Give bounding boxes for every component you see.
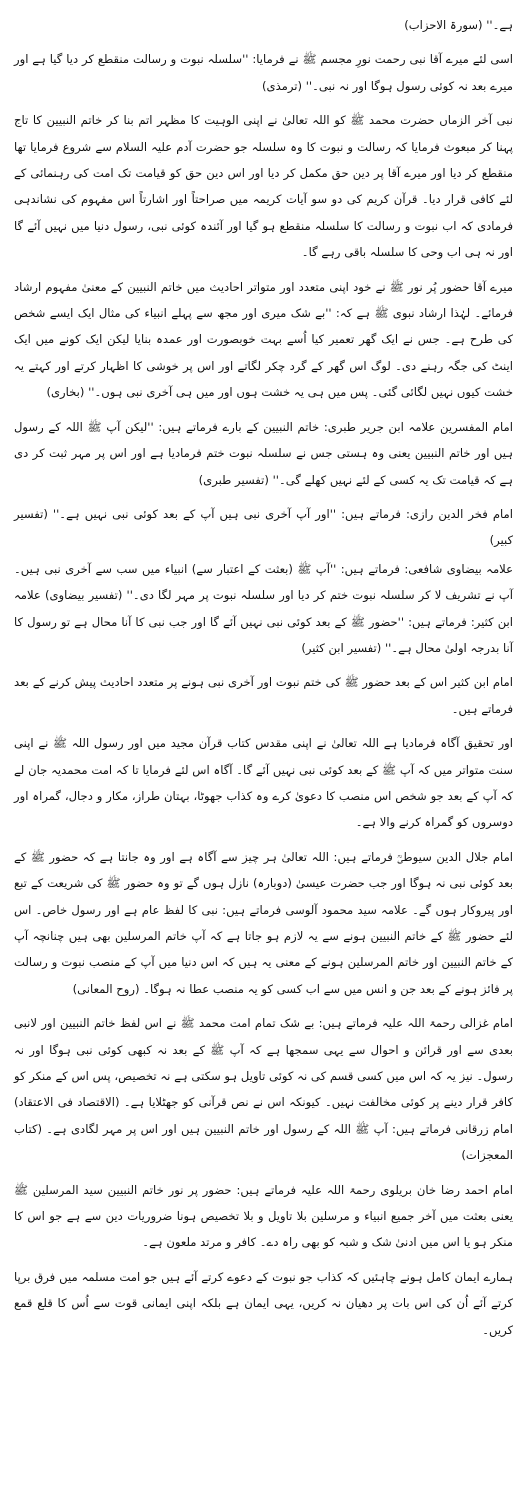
paragraph-12: امام احمد رضا خان بریلوی رحمۃ اللہ علیہ فرماتے ہیں: حضور پر نور خاتم النبیین سید المرسلین ﷺ یعنی بعثت میں آخر جمیع انبیاء و مرسلین بلا تاویل و بلا تخصیص ہونا ضروریات دین سے ہے جو اس کا منکر ہو یا اس میں ادنیٰ شک و شبہ کو بھی راہ دے۔ کافر و مرتد ملعون ہے۔ xyxy=(14,1182,513,1250)
paragraph-8: امام ابن کثیر اس کے بعد حضور ﷺ کی ختم نبوت اور آخری نبی ہونے پر متعدد احادیث پیش کرنے کے بعد فرماتے ہیں۔ xyxy=(14,675,513,716)
paragraph-13: ہمارے ایمان کامل ہونے چاہئیں کہ کذاب جو نبوت کے دعوے کرتے آئے ہیں جو امت مسلمہ میں فرق برپا کرتے آئے اُن کی اس بات پر دھیان نہ کریں، یہی ایمان ہے بلکہ اپنی ایمانی قوت سے اُس کا قلع قمع کریں۔ xyxy=(14,1269,513,1337)
paragraph-9: اور تحقیق آگاہ فرمادیا ہے اللہ تعالیٰ نے اپنی مقدس کتاب قرآن مجید میں اور رسول اللہ ﷺ نے اپنی سنت متواتر میں کہ آپ ﷺ کے بعد کوئی نبی نہیں آئے گا۔ آگاہ اس لئے فرمایا تا کہ امت محمدیہ جان لے کہ آپ کے بعد جو شخص اس منصب کا دعویٰ کرے وہ کذاب جھوٹا، بہتان طراز، مکار و دجال، گمراہ اور دوسروں کو گمراہ کرنے والا ہے۔ xyxy=(14,736,513,830)
paragraph-10: امام جلال الدین سیوطیؒ فرماتے ہیں: اللہ تعالیٰ ہر چیز سے آگاہ ہے اور وہ جانتا ہے کہ حضور ﷺ کے بعد کوئی نبی نہ ہوگا اور جب حضرت عیسیٰ (دوبارہ) نازل ہوں گے تو وہ حضور ﷺ کی شریعت کے تبع اور پیروکار ہوں گے۔ علامہ سید محمود آلوسی فرماتے ہیں: نبی کا لفظ عام ہے اور رسول خاص۔ اس لئے حضور ﷺ کے خاتم النبیین ہونے سے یہ لازم ہو جاتا ہے کہ آپ خاتم المرسلین بھی ہیں چنانچہ آپ کے خاتم النبیین اور خاتم المرسلین ہونے کے معنی یہ ہیں کہ اس دنیا میں آپ کے منصب نبوت و رسالت پر فائز ہونے کے بعد جن و انس میں سے اب کسی کو یہ منصب عطا نہ ہوگا۔ (روح المعانی) xyxy=(14,849,513,996)
paragraph-4: میرے آقا حضور پُر نور ﷺ نے خود اپنی متعدد اور متواتر احادیث میں خاتم النبیین کے معنیٰ مفہوم ارشاد فرمائے۔ لہٰذا ارشاد نبوی ﷺ ہے کہ: ''بے شک میری اور مجھ سے پہلے انبیاء کی مثال ایک ایسے شخص کی طرح ہے۔ جس نے ایک گھر تعمیر کیا اُسے بہت خوبصورت اور عمدہ بنایا لیکن ایک کونے میں ایک اینٹ کی جگہ رہنے دی۔ لوگ اس گھر کے گرد چکر لگاتے اور اس پر خوشی کا اظہار کرتے اور کہتے یہ خشت کیوں نہیں لگائی گئی۔ پس میں ہی یہ خشت ہوں اور میں ہی آخری نبی ہوں۔'' (بخاری) xyxy=(14,279,513,400)
paragraph-7: علامہ بیضاوی شافعی: فرماتے ہیں: ''آپ ﷺ (بعثت کے اعتبار سے) انبیاء میں سب سے آخری نبی ہیں۔ آپ نے تشریف لا کر سلسلہ نبوت ختم کر دیا اور سلسلہ نبوت پر مہر لگا دی۔'' (تفسیر بیضاوی) علامہ ابن کثیر: فرماتے ہیں: ''حضور ﷺ کے بعد کوئی نبی نہیں آئے گا اور جب نبی کا آنا محال ہے تو رسول کا آنا بدرجہ اولیٰ محال ہے۔'' (تفسیر ابن کثیر) xyxy=(14,561,513,655)
paragraph-6: امام فخر الدین رازی: فرماتے ہیں: ''اور آپ آخری نبی ہیں آپ کے بعد کوئی نبی نہیں ہے۔'' (تفسیر کبیر) xyxy=(14,506,513,548)
paragraph-11: امام غزالی رحمۃ اللہ علیہ فرماتے ہیں: بے شک تمام امت محمد ﷺ نے اس لفظ خاتم النبیین اور لانبی بعدی سے اور قرائن و احوال سے یہی سمجھا ہے کہ آپ ﷺ کے بعد نہ کبھی کوئی نبی ہوگا اور نہ رسول۔ نیز یہ کہ اس میں کسی قسم کی نہ کوئی تاویل ہو سکتی ہے نہ تخصیص، پس اس کے منکر کو کافر قرار دینے پر کوئی مخالفت نہیں۔ کیونکہ اس نے نص قرآنی کو جھٹلایا ہے۔ (الاقتصاد فی الاعتقاد) امام زرقانی فرماتے ہیں: آپ ﷺ اللہ کے رسول اور خاتم النبیین ہیں اور اس پر مہر لگادی ہے۔ (کتاب المعجزات) xyxy=(14,1016,513,1163)
paragraph-2: اسی لئے میرے آقا نبی رحمت نورِ مجسم ﷺ نے فرمایا: ''سلسلہ نبوت و رسالت منقطع کر دیا گیا ہے اور میرے بعد نہ کوئی رسول ہوگا اور نہ نبی۔'' (ترمذی) xyxy=(14,52,513,93)
paragraph-5: امام المفسرین علامہ ابن جریر طبری: خاتم النبیین کے بارے فرماتے ہیں: ''لیکن آپ ﷺ اللہ کے رسول ہیں اور خاتم النبیین یعنی وہ ہستی جس نے سلسلہ نبوت ختم فرمادیا ہے اور اس پر مہر ثبت کر دی ہے کہ قیامت تک یہ کسی کے لئے نہیں کھلے گی۔'' (تفسیر طبری) xyxy=(14,419,513,487)
paragraph-3: نبی آخر الزماں حضرت محمد ﷺ کو اللہ تعالیٰ نے اپنی الوہیت کا مظہر اتم بنا کر خاتم النبیین کا تاج پہنا کر مبعوث فرمایا کہ رسالت و نبوت کا وہ سلسلہ جو حضرت آدم علیہ السلام سے شروع فرمایا تھا منقطع کر دیا اور میرے آقا پر دین حق مکمل کر دیا اور اس دین حق کو قیامت تک امت کی رہنمائی کے لئے کافی قرار دیا۔ قرآن کریم کی دو سو آیات کریمہ میں صراحتاً اور اشارتاً اس مفہوم کی نشاندہی فرمادی کہ اب نبوت و رسالت کا سلسلہ منقطع ہو گیا اور آئندہ کوئی نبی، رسول دنیا میں نہیں آئے گا اور نہ ہی اب وحی کا سلسلہ باقی رہے گا۔ xyxy=(14,113,513,260)
paragraph-1: ہے۔'' (سورۃ الاحزاب) xyxy=(404,18,513,32)
